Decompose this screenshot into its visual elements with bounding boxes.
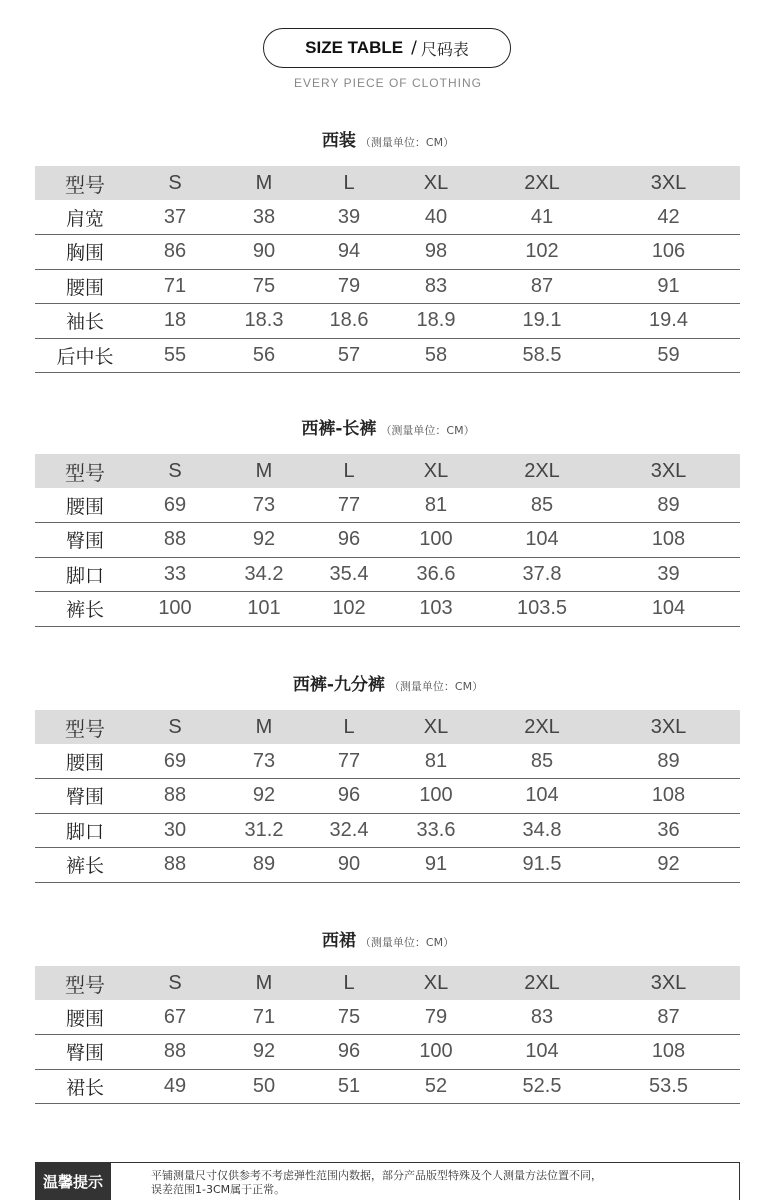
table-cell: 100 [158,597,192,620]
section-title [0,416,776,442]
column-header-size: S [168,171,182,194]
table-cell: 96 [337,784,361,807]
table-cell: 89 [252,853,276,876]
table-cell: 71 [163,274,187,297]
table-row [35,523,740,558]
table-cell: 94 [337,240,361,263]
table-cell: 104 [525,528,559,551]
table-cell: 52.5 [522,1074,562,1097]
section-unit: （测量单位：CM） [359,936,455,949]
table-cell: 36 [657,818,680,841]
table-cell: 75 [252,274,276,297]
size-table [35,166,740,373]
table-cell: 67 [163,1005,187,1028]
table-row [35,269,740,304]
table-cell: 92 [252,528,276,551]
section-name: 西裙 [321,931,356,951]
table-cell: 59 [657,343,680,366]
table-row [35,488,740,523]
row-label: 臀围 [65,530,104,553]
table-row [35,1000,740,1035]
header-subtitle: EVERY PIECE OF CLOTHING [294,76,482,90]
column-header-size: L [343,715,355,738]
table-cell: 51 [337,1074,361,1097]
column-header-model: 型号 [65,972,105,997]
row-label: 臀围 [65,786,104,809]
table-cell: 102 [332,597,366,620]
table-cell: 77 [337,749,361,772]
table-cell: 18.9 [416,309,456,332]
table-cell: 92 [657,853,680,876]
column-header-size: XL [423,459,449,482]
table-row [35,338,740,373]
table-cell: 32.4 [329,818,369,841]
row-label: 裙长 [65,1076,104,1099]
row-label: 腰围 [65,495,104,518]
table-cell: 103 [419,597,453,620]
row-label: 裤长 [65,855,104,878]
table-cell: 39 [337,205,361,228]
table-cell: 50 [252,1074,276,1097]
table-cell: 52 [424,1074,448,1097]
table-cell: 100 [419,1040,453,1063]
column-header-size: S [168,459,182,482]
table-cell: 37.8 [522,562,562,585]
column-header-model: 型号 [65,172,105,197]
table-row [35,592,740,627]
table-row [35,1035,740,1070]
table-cell: 92 [252,1040,276,1063]
table-row [35,1069,740,1104]
table-cell: 85 [530,493,554,516]
section-title [0,928,776,954]
section-unit: （测量单位：CM） [380,424,475,437]
table-cell: 106 [651,240,686,263]
table-cell: 18.3 [244,309,284,332]
table-cell: 91.5 [522,853,562,876]
table-cell: 96 [337,1040,361,1063]
section-title [0,672,776,698]
table-row [35,744,740,779]
tips-label: 温馨提示 [35,1162,111,1200]
column-header-size: 2XL [524,459,560,482]
table-cell: 89 [657,493,680,516]
table-cell: 87 [530,274,554,297]
section-trousers-cropped [0,672,776,878]
table-cell: 83 [424,274,448,297]
column-header-size: M [255,171,273,194]
table-cell: 39 [657,562,680,585]
column-header-size: 3XL [650,459,687,482]
table-cell: 91 [424,853,448,876]
table-cell: 58 [424,343,448,366]
size-table [35,710,740,883]
column-header-size: L [343,171,355,194]
table-cell: 42 [657,205,680,228]
table-cell: 58.5 [522,343,562,366]
table-cell: 75 [337,1005,361,1028]
table-cell: 18.6 [329,309,369,332]
table-row [35,235,740,270]
table-cell: 73 [252,493,276,516]
table-cell: 34.2 [244,562,284,585]
column-header-size: 3XL [650,715,687,738]
table-cell: 108 [651,784,686,807]
table-row [35,848,740,883]
row-label: 脚口 [65,820,104,843]
table-cell: 104 [651,597,686,620]
table-cell: 90 [337,853,361,876]
column-header-size: 2XL [524,171,560,194]
table-cell: 108 [651,528,686,551]
table-cell: 41 [530,205,554,228]
table-cell: 88 [163,528,187,551]
row-label: 腰围 [65,1007,104,1030]
column-header-size: L [343,459,355,482]
table-cell: 87 [657,1005,680,1028]
table-cell: 38 [252,205,276,228]
section-title [0,128,776,154]
table-header-row [35,454,740,488]
section-trousers-long [0,416,776,622]
section-name: 西裤-长裤 [301,419,377,439]
table-row [35,779,740,814]
row-label: 腰围 [65,276,104,299]
row-label: 脚口 [65,564,104,587]
size-table [35,454,740,627]
row-label: 胸围 [65,242,104,265]
table-cell: 56 [252,343,276,366]
table-cell: 35.4 [329,562,369,585]
column-header-model: 型号 [65,716,105,741]
table-cell: 85 [530,749,554,772]
table-cell: 96 [337,528,361,551]
table-cell: 69 [163,749,187,772]
table-cell: 88 [163,853,187,876]
table-cell: 57 [337,343,361,366]
table-cell: 18 [163,309,187,332]
section-name: 西装 [321,131,356,151]
row-label: 裤长 [65,599,104,622]
table-row [35,304,740,339]
table-cell: 36.6 [416,562,456,585]
table-header-row [35,966,740,1000]
column-header-size: M [255,715,273,738]
table-row [35,813,740,848]
column-header-size: XL [423,971,449,994]
tips-line-2: 误差范围1-3CM属于正常。 [151,1183,286,1196]
table-cell: 31.2 [244,818,284,841]
column-header-size: XL [423,715,449,738]
table-cell: 34.8 [522,818,562,841]
table-cell: 104 [525,784,559,807]
column-header-model: 型号 [65,460,105,485]
tips-box [35,1162,740,1200]
table-cell: 73 [252,749,276,772]
table-cell: 77 [337,493,361,516]
table-cell: 30 [163,818,187,841]
table-cell: 79 [424,1005,448,1028]
table-cell: 89 [657,749,680,772]
table-cell: 19.1 [522,309,562,332]
table-cell: 90 [252,240,276,263]
table-cell: 79 [337,274,361,297]
table-cell: 100 [419,784,453,807]
table-row [35,557,740,592]
section-unit: （测量单位：CM） [359,136,455,149]
table-cell: 103.5 [516,597,568,620]
table-cell: 104 [525,1040,559,1063]
table-cell: 81 [424,749,448,772]
size-table [35,966,740,1104]
table-cell: 100 [419,528,453,551]
table-cell: 69 [163,493,187,516]
table-cell: 71 [252,1005,276,1028]
column-header-size: 3XL [650,971,687,994]
column-header-size: L [343,971,355,994]
table-header-row [35,166,740,200]
table-header-row [35,710,740,744]
section-skirt [0,928,776,1099]
row-label: 臀围 [65,1042,104,1065]
tips-content [111,1162,740,1200]
table-cell: 37 [163,205,187,228]
table-cell: 88 [163,784,187,807]
header-title: SIZE TABLE [305,38,404,57]
column-header-size: M [255,971,273,994]
table-cell: 88 [163,1040,187,1063]
size-table-header [263,28,511,68]
row-label: 肩宽 [65,207,104,230]
column-header-size: 3XL [650,171,687,194]
table-cell: 33 [163,562,187,585]
table-cell: 102 [525,240,559,263]
column-header-size: S [168,715,182,738]
table-cell: 53.5 [649,1074,688,1097]
table-cell: 81 [424,493,448,516]
tips-line-1: 平铺测量尺寸仅供参考不考虑弹性范围内数据，部分产品版型特殊及个人测量方法位置不同， [151,1169,602,1182]
table-cell: 83 [530,1005,554,1028]
column-header-size: 2XL [524,715,560,738]
section-suit [0,128,776,368]
section-name: 西裤-九分裤 [292,675,385,695]
table-cell: 19.4 [649,309,688,332]
table-cell: 40 [424,205,448,228]
table-cell: 98 [424,240,448,263]
table-cell: 49 [163,1074,187,1097]
column-header-size: M [255,459,273,482]
table-row [35,200,740,235]
row-label: 腰围 [65,751,104,774]
row-label: 后中长 [56,345,114,368]
row-label: 袖长 [65,311,104,334]
table-cell: 86 [163,240,187,263]
column-header-size: S [168,971,182,994]
table-cell: 55 [163,343,187,366]
table-cell: 91 [657,274,680,297]
table-cell: 33.6 [416,818,456,841]
table-cell: 101 [247,597,281,620]
section-unit: （测量单位：CM） [388,680,484,693]
header-separator: / [411,38,417,58]
column-header-size: XL [423,171,449,194]
table-cell: 108 [651,1040,686,1063]
column-header-size: 2XL [524,971,560,994]
header-title-cn: 尺码表 [420,39,469,59]
table-cell: 92 [252,784,276,807]
